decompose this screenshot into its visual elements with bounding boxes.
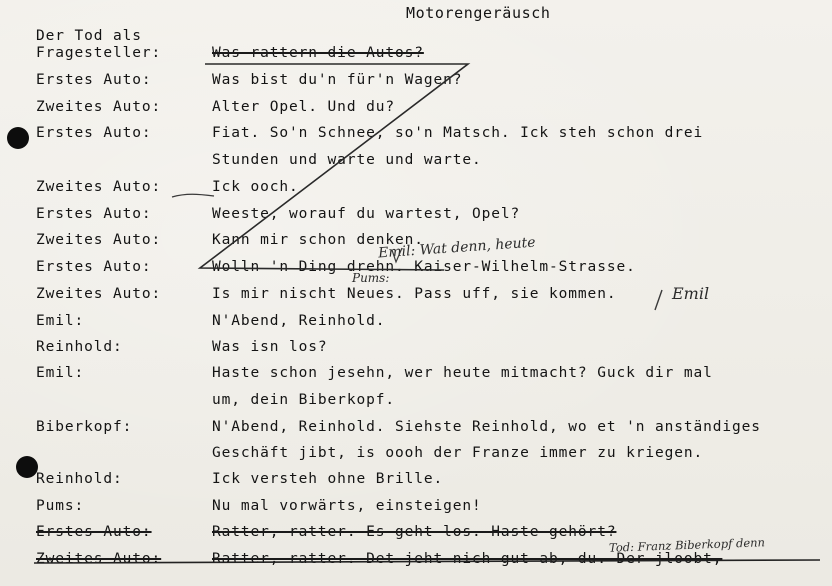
dialogue-line: Ick ooch.: [212, 179, 299, 195]
dialogue-line: Is mir nischt Neues. Pass uff, sie kommen.: [212, 286, 617, 302]
speaker-label: Erstes Auto:: [36, 524, 152, 540]
dialogue-line: Stunden und warte und warte.: [212, 152, 482, 168]
dialogue-line: Kann mir schon denken.: [212, 232, 424, 248]
speaker-label: Pums:: [36, 498, 85, 514]
dialogue-line: Nu mal vorwärts, einsteigen!: [212, 498, 482, 514]
handwritten-annotation-pums: Pums:: [352, 271, 390, 285]
slash-mark: [655, 290, 662, 310]
speaker-label: Erstes Auto:: [36, 125, 152, 141]
speaker-label: Emil:: [36, 313, 85, 329]
dialogue-line: N'Abend, Reinhold.: [212, 313, 386, 329]
speaker-label: Zweites Auto:: [36, 551, 162, 567]
speaker-label: Biberkopf:: [36, 419, 133, 435]
dialogue-line: N'Abend, Reinhold. Siehste Reinhold, wo et 'n anständiges: [212, 419, 761, 435]
dialogue-line: um, dein Biberkopf.: [212, 392, 395, 408]
dialogue-line: Ratter, ratter. Es geht los. Haste gehört?: [212, 524, 617, 540]
scene-heading: Motorengeräusch: [406, 4, 551, 22]
speaker-label: Fragesteller:: [36, 45, 162, 61]
speaker-label: Reinhold:: [36, 339, 123, 355]
speaker-label: Erstes Auto:: [36, 72, 152, 88]
speaker-label: Reinhold:: [36, 471, 123, 487]
speaker-label: Erstes Auto:: [36, 206, 152, 222]
dialogue-line: Was rattern die Autos?: [212, 45, 424, 61]
dialogue-line: Was bist du'n für'n Wagen?: [212, 72, 463, 88]
punch-hole-bottom: [16, 456, 38, 478]
handwritten-annotation-tod: Tod: Franz Biberkopf denn: [608, 535, 766, 555]
handwritten-annotation-emil-right: Emil: [672, 284, 710, 303]
scribble-mark: [172, 194, 214, 197]
dialogue-line: Geschäft jibt, is oooh der Franze immer zu kriegen.: [212, 445, 704, 461]
dialogue-line: Weeste, worauf du wartest, Opel?: [212, 206, 521, 222]
speaker-label: Zweites Auto:: [36, 286, 162, 302]
handwritten-annotation-emil-what: Emil: Wat denn, heute: [377, 234, 536, 262]
dialogue-line: Was isn los?: [212, 339, 328, 355]
speaker-label: Zweites Auto:: [36, 179, 162, 195]
speaker-label: Erstes Auto:: [36, 259, 152, 275]
speaker-label: Der Tod als: [36, 28, 142, 44]
dialogue-line: Alter Opel. Und du?: [212, 99, 395, 115]
dialogue-line: Fiat. So'n Schnee, so'n Matsch. Ick steh schon drei: [212, 125, 704, 141]
dialogue-line: Haste schon jesehn, wer heute mitmacht? Guck dir mal: [212, 365, 713, 381]
speaker-label: Zweites Auto:: [36, 232, 162, 248]
dialogue-line: Wolln 'n Ding drehn. Kaiser-Wilhelm-Strasse.: [212, 259, 636, 275]
speaker-label: Zweites Auto:: [36, 99, 162, 115]
dialogue-line: Ratter, ratter. Det jeht nich gut ab, du. Der jloobt,: [212, 551, 723, 567]
dialogue-line: Ick versteh ohne Brille.: [212, 471, 444, 487]
speaker-label: Emil:: [36, 365, 85, 381]
punch-hole-top: [7, 127, 29, 149]
